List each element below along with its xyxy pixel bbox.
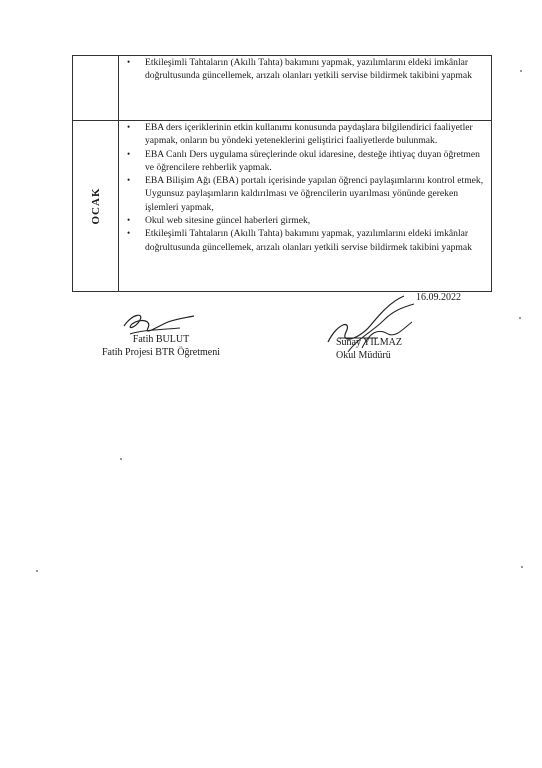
task-text: Okul web sitesine güncel haberleri girmek,: [145, 215, 311, 227]
month-cell: [73, 56, 119, 121]
list-item: [119, 56, 491, 83]
bullet-icon: •: [127, 175, 131, 186]
bullet-icon: •: [127, 215, 131, 226]
task-cell: [119, 121, 492, 292]
signature-block-left: [86, 333, 236, 359]
task-text: Etkileşimli Tahtaların (Akıllı Tahta) bakımını yapmak, yazılımlarını eldeki imkânlar doğrultusunda güncellemek, arızalı olanları yetkili servise bildirmek takibini yapmak: [145, 57, 472, 82]
signature-block-right: [336, 336, 446, 362]
list-item: [119, 121, 491, 148]
bullet-icon: •: [127, 122, 131, 132]
list-item: [119, 174, 491, 214]
list-item: [119, 148, 491, 175]
scan-speck: [120, 458, 122, 460]
task-cell: [119, 56, 492, 121]
bullet-icon: •: [127, 57, 131, 67]
signer-name: Sunay YILMAZ: [336, 337, 403, 348]
month-label: OCAK: [89, 187, 102, 225]
bullet-icon: •: [127, 228, 131, 239]
document-date: 16.09.2022: [416, 292, 461, 303]
task-text: Etkileşimli Tahtaların (Akıllı Tahta) bakımını yapmak, yazılımlarını eldeki imkânlar doğrultusunda güncellemek, arızalı olanları yetkili servise bildirmek takibini yapmak: [145, 228, 472, 253]
signer-name: Fatih BULUT: [132, 334, 190, 345]
list-item: [119, 214, 491, 227]
task-list: [119, 121, 491, 254]
bullet-icon: •: [127, 148, 131, 159]
task-text: EBA Bilişim Ağı (EBA) portalı içerisinde yapılan öğrenci paylaşımlarını kontrol etmek, Uygunsuz paylaşımların kaldırılması ve öğrencilerin uyarılması yönünde gereken işlemleri yapmak,: [145, 175, 484, 213]
scan-speck: [36, 570, 38, 572]
table-row: [73, 121, 492, 292]
scan-speck: [521, 566, 523, 568]
task-plan-table: [72, 55, 492, 292]
table-row: [73, 56, 492, 121]
signer-title: Fatih Projesi BTR Öğretmeni: [101, 347, 221, 358]
scan-speck: [520, 70, 522, 72]
scan-speck: [519, 317, 521, 319]
task-text: EBA Canlı Ders uygulama süreçlerinde okul idaresine, desteğe ihtiyaç duyan öğretmen ve öğrencilere rehberlik yapmak.: [145, 148, 480, 173]
task-list: [119, 56, 491, 83]
list-item: [119, 227, 491, 254]
signer-title: Okul Müdürü: [336, 350, 391, 361]
task-text: EBA ders içeriklerinin etkin kullanımı konusunda paydaşlara bilgilendirici faaliyetler yapmak, onların bu yöndeki yeteneklerini geliştirici faaliyetlerde bulunmak.: [145, 122, 473, 147]
month-cell: [73, 121, 119, 292]
